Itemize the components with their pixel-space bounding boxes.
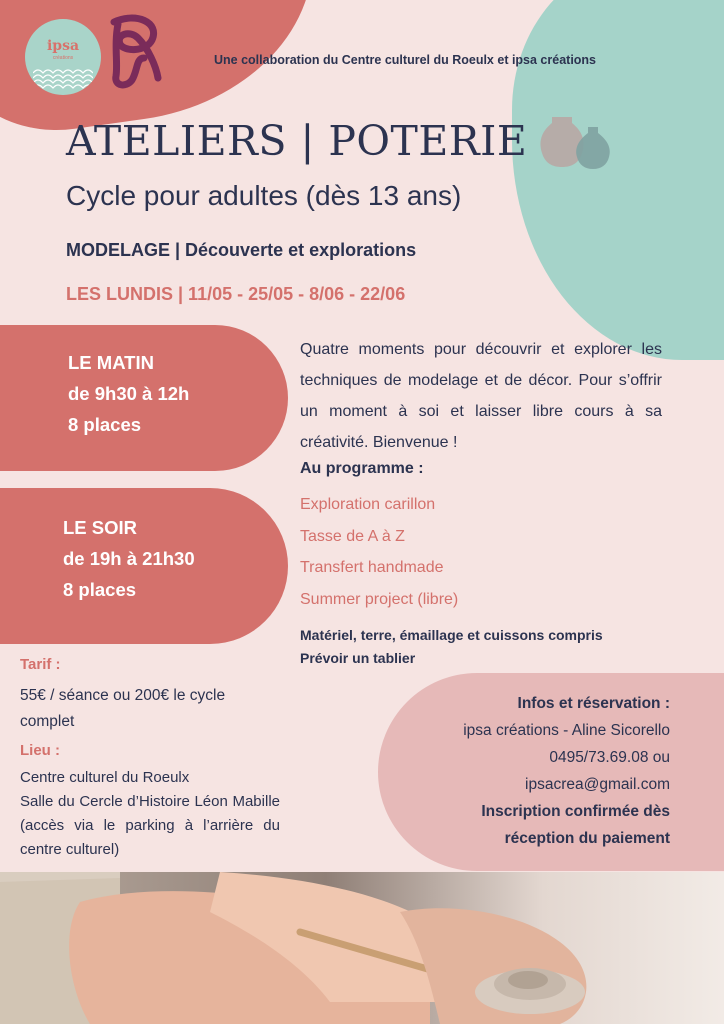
infos-note: réception du paiement [504, 830, 670, 847]
lieu-text [20, 766, 280, 862]
list-item: Transfert handmade [300, 559, 444, 576]
ipsa-logo-subtext: créations [52, 55, 74, 61]
morning-places: 8 places [68, 414, 142, 435]
infos-title: Infos et réservation : [517, 695, 670, 712]
page-title: ATELIERS | POTERIE [66, 117, 528, 165]
collaboration-text: Une collaboration du Centre culturel du Roeulx et ipsa créations [214, 53, 597, 67]
included-line: Matériel, terre, émaillage et cuissons compris [300, 627, 603, 643]
roeulx-logo-icon [106, 14, 164, 94]
infos-phone: 0495/73.69.08 ou [549, 749, 670, 766]
infos-reservation [380, 690, 670, 852]
tarif-text: 55€ / séance ou 200€ le cycle complet [20, 687, 226, 730]
list-item: Summer project (libre) [300, 590, 459, 608]
morning-hours: de 9h30 à 12h [68, 383, 190, 404]
programme-list [300, 489, 458, 615]
workshop-theme: MODELAGE | Découverte et explorations [66, 240, 417, 260]
evening-hours: de 19h à 21h30 [63, 548, 195, 569]
waves-icon [33, 65, 93, 91]
tarif-label: Tarif : [20, 656, 61, 673]
apron-line: Prévoir un tablier [300, 650, 416, 666]
evening-places: 8 places [63, 579, 137, 600]
included-info [300, 624, 603, 670]
subtitle: Cycle pour adultes (dès 13 ans) [66, 180, 462, 211]
pottery-hands-photo [0, 872, 724, 1024]
programme-title: Au programme : [300, 460, 424, 477]
morning-label: LE MATIN [68, 352, 154, 373]
evening-label: LE SOIR [63, 517, 138, 538]
session-dates: LES LUNDIS | 11/05 - 25/05 - 8/06 - 22/06 [66, 284, 406, 304]
lieu-label: Lieu : [20, 742, 60, 759]
ipsa-logo [25, 19, 101, 95]
infos-note: Inscription confirmée dès [481, 803, 670, 820]
ipsa-logo-text: ipsa [46, 38, 80, 54]
evening-session-card [0, 488, 288, 644]
description: Quatre moments pour découvrir et explorer les techniques de modelage et de décor. Pour s’offrir un moment à soi et laisser libre cours à sa créativité. Bienvenue ! [300, 341, 662, 451]
lieu-line: Salle du Cercle d’Histoire Léon Mabille (accès via le parking à l’arrière du centre culturel) [20, 793, 280, 858]
lieu-line: Centre culturel du Roeulx [20, 769, 190, 786]
list-item: Exploration carillon [300, 496, 436, 513]
morning-session-card [0, 325, 288, 471]
infos-contact: ipsa créations - Aline Sicorello [463, 722, 670, 739]
list-item: Tasse de A à Z [300, 527, 405, 545]
vases-icon [538, 113, 618, 171]
infos-email: ipsacrea@gmail.com [525, 776, 670, 793]
